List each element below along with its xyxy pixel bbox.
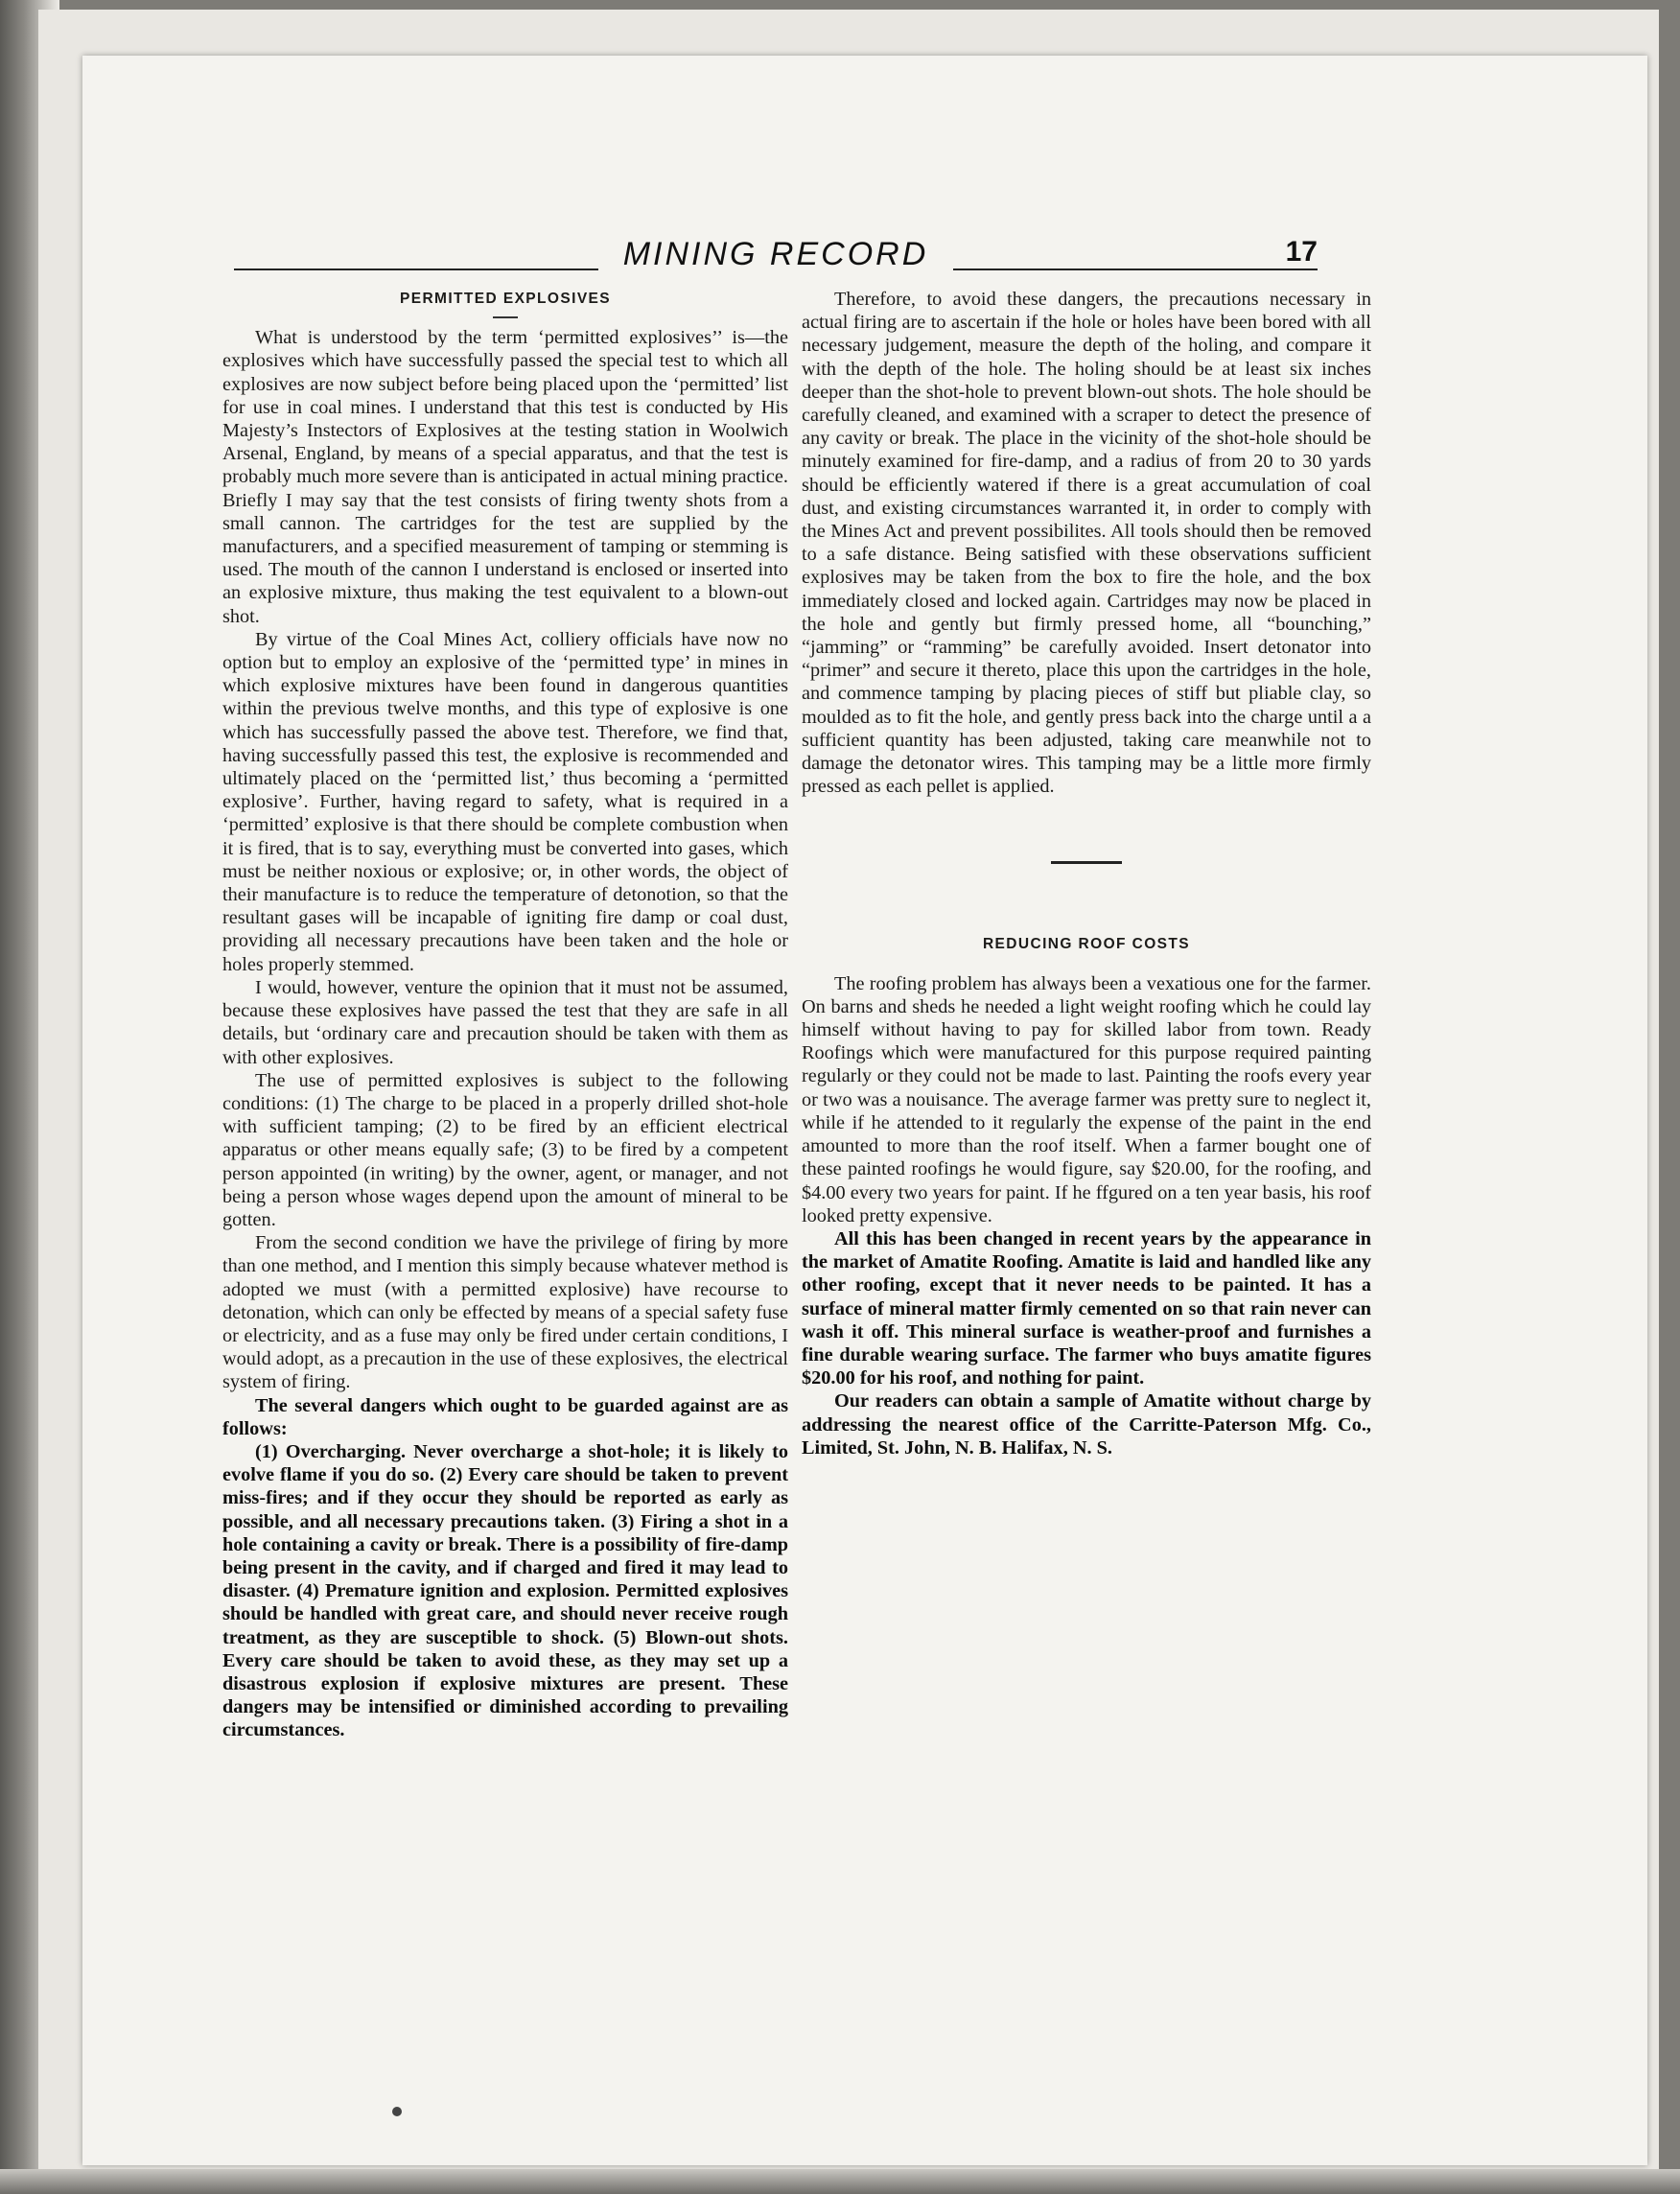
heading-dash [493,316,518,318]
scan-bottom-edge [0,2169,1680,2194]
header-rule-left [234,268,598,270]
article-heading-permitted-explosives: PERMITTED EXPLOSIVES [399,291,612,307]
article-separator [1051,861,1122,864]
paragraph: From the second condition we have the privilege of firing by more than one method, and I mention this simply because whatever method is adopted we must (with a permitted explosive) have recourse to detonation, which can only be effected by means of a special safety fuse or electricity, and as a fuse may only be fired under certain conditions, I would adopt, as a precaution in the use of these explosives, the electrical system of firing. [222,1232,788,1393]
running-header [234,236,1318,272]
paragraph: What is understood by the term ‘permitted explosives’’ is—the explosives which have successfully passed the special test to which all explosives are now subject before being placed upon the ‘permitted’ list for use in coal mines. I understand that this test is conducted by His Majesty’s Instectors of Explosives at the testing station in Woolwich Arsenal, England, by means of a special apparatus, and that the test is probably much more severe than is anticipated in actual mining practice. Briefly I may say that the test consists of firing twenty shots from a small cannon. The cartridges for the test are supplied by the manufacturers, and a specified measurement of tamping or stemming is used. The mouth of the cannon I understand is enclosed or inserted into an explosive mixture, thus making the test equivalent to a blown-out shot. [222,327,788,627]
paragraph-sample-offer: Our readers can obtain a sample of Amatite without charge by addressing the nearest office of the Carritte-Paterson Mfg. Co., Limited, St. John, N. B. Halifax, N. S. [802,1390,1371,1459]
paragraph: The several dangers which ought to be guarded against are as follows: [222,1394,788,1439]
paragraph: The use of permitted explosives is subject to the following conditions: (1) The charge to be placed in a properly drilled shot-hole with sufficient tamping; (2) to be fired by an efficient electrical apparatus or other means equally safe; (3) to be fired by a competent person appointed (in writing) by the owner, agent, or manager, and not being a person whose wages depend upon the amount of mineral to be gotten. [222,1069,788,1230]
article-heading-reducing-roof-costs: REDUCING ROOF COSTS [982,936,1191,953]
publication-title: MINING RECORD [622,236,929,272]
print-speck [392,2107,402,2116]
page-number: 17 [1285,236,1318,268]
paragraph: The roofing problem has always been a vexatious one for the farmer. On barns and sheds he needed a light weight roofing which he could lay himself without having to pay for skilled labor from town. Ready Roofings which were manufactured for this purpose required painting regularly or they could not be made to last. Painting the roofs every year or two was a nouisance. The average farmer was pretty sure to neglect it, while if he attended to it regularly the expense of the paint in the end amounted to more than the roof itself. When a farmer bought one of these painted roofings he would figure, say $20.00, for the roofing, and $4.00 every two years for paint. If he ffgured on a ten year basis, his roof looked pretty expensive. [802,972,1371,1226]
paragraph: I would, however, venture the opinion that it must not be assumed, because these explosives have passed the test that they are safe in all details, but ‘ordinary care and precaution should be taken with them as with other explosives. [222,976,788,1068]
paragraph: By virtue of the Coal Mines Act, colliery officials have now no option but to employ an explosive of the ‘permitted type’ in mines in which explosive mixtures have been found in dangerous quantities within the previous twelve months, and this type of explosive is one which has successfully passed the above test. Therefore, we find that, having successfully passed this test, the explosive is recommended and ultimately placed on the ‘permitted list,’ thus becoming a ‘permitted explosive’. Further, having regard to safety, what is required in a ‘permitted’ explosive is that there should be complete combustion when it is fired, that is to say, everything must be converted into gases, which must be neither noxious or explosive; or, in other words, the object of their manufacture is to reduce the temperature of detonotion, so that the resultant gases will be incapable of igniting fire damp or coal dust, providing all necessary precautions have been taken and the hole or holes properly stemmed. [222,628,788,975]
paragraph-dangers-list: (1) Overcharging. Never overcharge a shot-hole; it is likely to evolve flame if you do so. (2) Every care should be taken to prevent miss-fires; and if they occur they should be reported as early as possible, and all necessary precautions taken. (3) Firing a shot in a hole containing a cavity or break. There is a possibility of fire-damp being present in the cavity, and if charged and fired it may lead to disaster. (4) Premature ignition and explosion. Permitted explosives should be handled with great care, and should never receive rough treatment, as they are susceptible to shock. (5) Blown-out shots. Every care should be taken to avoid these, as they may set up a disastrous explosion if explosive mixtures are present. These dangers may be intensified or diminished according to prevailing circumstances. [222,1440,788,1741]
paragraph-precautions: Therefore, to avoid these dangers, the precautions necessary in actual firing are to ascertain if the hole or holes have been bored with all necessary judgement, measure the depth of the holing, and compare it with the depth of the hole. The holing should be at least six inches deeper than the shot-hole to prevent blown-out shots. The hole should be carefully cleaned, and examined with a scraper to detect the presence of any cavity or break. The place in the vicinity of the shot-hole should be minutely examined for fire-damp, and a radius of from 20 to 30 yards should be efficiently watered if there is a great accumulation of coal dust, and existing circumstances warranted it, in order to comply with the Mines Act and prevent possibilites. All tools should then be removed to a safe distance. Being satisfied with these observations sufficient explosives may be taken from the box to fire the hole, and the box immediately closed and locked again. Cartridges may now be placed in the hole and gently but firmly pressed home, all “bounching,” “jamming” or “ramming” be carefully avoided. Insert detonator into “primer” and secure it thereto, place this upon the cartridges in the hole, and commence tamping by placing pieces of stiff but pliable clay, so moulded as to fit the hole, and gently press back into the charge until a a sufficient quantity has been adjusted, taking care meanwhile not to damage the detonator wires. This tamping may be a little more firmly pressed as each pellet is applied. [802,289,1371,798]
column-right [802,288,1371,1459]
header-rule-right [953,268,1318,270]
column-left [222,288,788,1742]
paragraph: All this has been changed in recent years by the appearance in the market of Amatite Roofing. Amatite is laid and handled like any other roofing, except that it never needs to be painted. It has a surface of mineral matter firmly cemented on so that rain never can wash it off. This mineral surface is weather-proof and furnishes a fine durable wearing surface. The farmer who buys amatite figures $20.00 for his roof, and nothing for paint. [802,1227,1371,1389]
